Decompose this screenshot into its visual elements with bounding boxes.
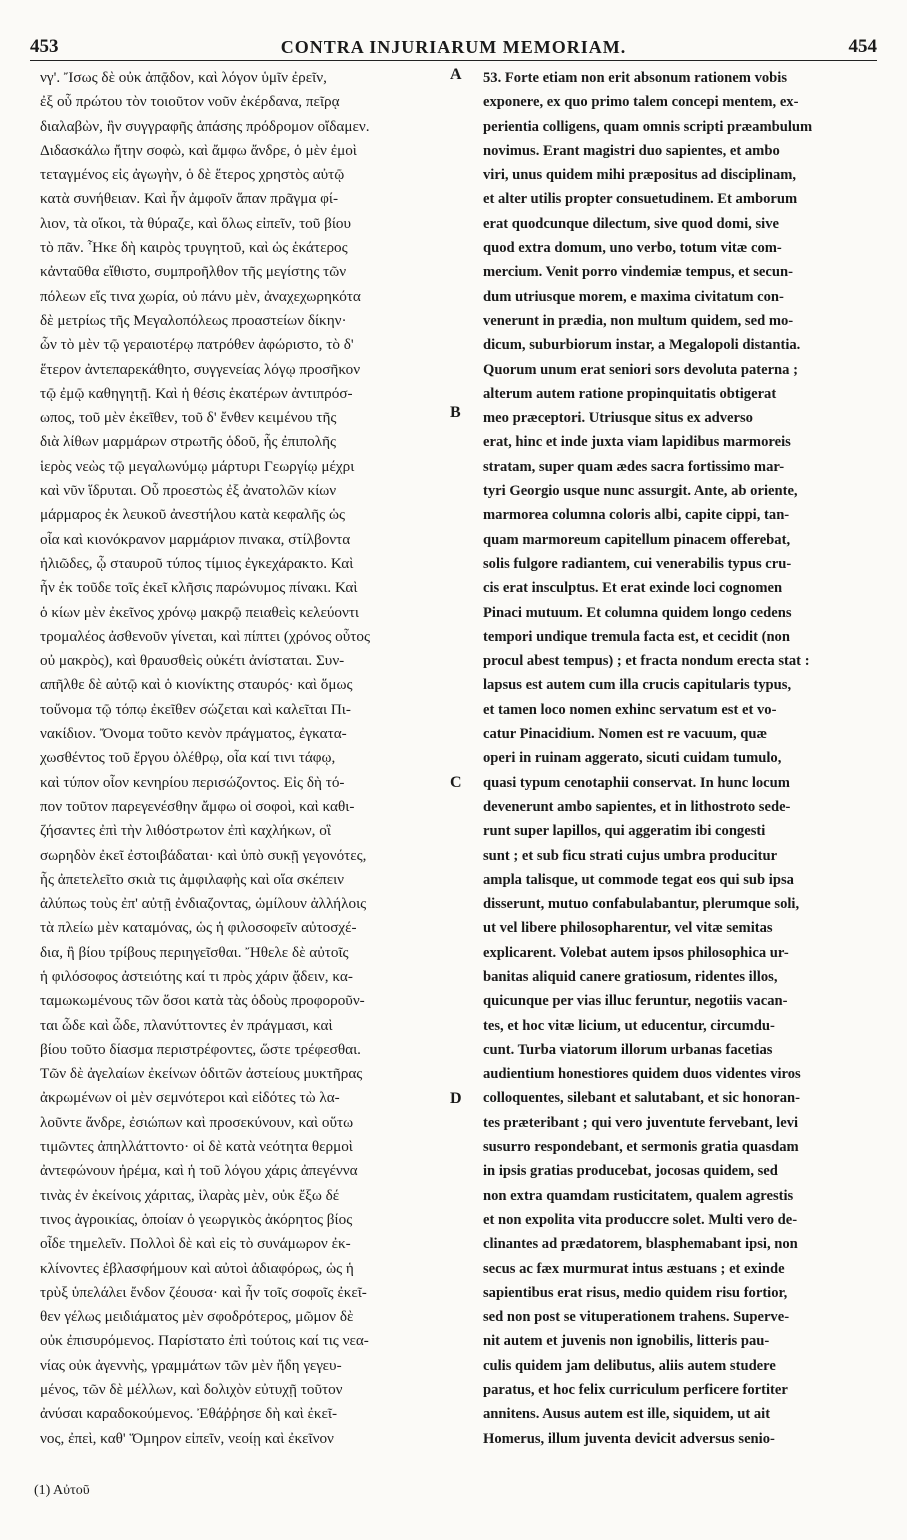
page-header xyxy=(30,34,877,61)
section-marker-c: C xyxy=(450,774,462,791)
right-page-number: 454 xyxy=(848,36,877,57)
section-marker-b: B xyxy=(450,404,461,421)
text-columns xyxy=(30,66,877,1462)
running-title: CONTRA INJURIARUM MEMORIAM. xyxy=(280,37,627,57)
section-marker-a: A xyxy=(450,66,462,83)
section-marker-d: D xyxy=(450,1090,462,1107)
latin-column: 53. Forte etiam non erit absonum rationem vobis exponere, ex quo primo talem concepi mentem, ex- perientia colligens, quam omnis scripti præambulum novimus. Erant magistri duo sapientes, et ambo viri, unus quidem mihi præpositus ad disciplinam, et alter utilis propter consuetudinem. Et amborum erat quodcunque dilectum, sive quod domi, sive quod extra domum, uno verbo, totum vitæ com- mercium. Venit porro vindemiæ tempus, et secun- dum utriusque morem, e maxima civitatum con- venerunt in prædia, non multum quidem, sed mo- dicum, suburbiorum instar, a Megalopoli distantia. Quorum unum erat seniori sors devoluta paterna ; alterum autem ratione propinquitatis obtigerat meo præceptori. Utriusque situs ex adverso erat, hinc et inde juxta viam lapidibus marmoreis stratam, super quam ædes sacra fortissimo mar- tyri Georgio usque nunc assurgit. Ante, ab oriente, marmorea columna coloris albi, capite cippi, tan- quam marmoreum capitellum pinacem offerebat, solis fulgore radiantem, cui venerabilis typus cru- cis erat insculptus. Et erat exinde loci cognomen Pinaci mutuum. Et columna quidem longo cedens tempori undique tremula facta est, et cecidit (non procul abest tempus) ; et fracta nondum erecta stat : lapsus est autem cum illa crucis capitularis typus, et tamen loco nomen exhinc servatum est et vo- catur Pinacidium. Nomen est re vacuum, quæ operi in ruinam aggerato, sicuti cuidam tumulo, quasi typum cenotaphii conservat. In hunc locum devenerunt ambo sapientes, et in lithostroto sede- runt super lapillos, qui aggeratim ibi congesti sunt ; et sub ficu strati cujus umbra producitur ampla talisque, ut commode tegat eos qui sub ipsa disserunt, mutuo confabulabantur, plerumque soli, ut vel libere philosopharentur, vel vitæ semitas explicarent. Volebat autem ipsos philosophica ur- banitas aliquid canere gratiosum, ridentes illos, quicunque per vias illuc feruntur, negotiis vacan- tes, et hoc vitæ licium, ut educentur, circumdu- cunt. Turba viatorum illorum urbanas facetias audientium honestiores quidem duos videntes viros colloquentes, silebant et salutabant, et sic honoran- tes præteribant ; qui vero juventute fervebant, levi susurro respondebant, et sermonis gratia quasdam in ipsis gratias producebat, jocosas quidem, sed non extra quamdam rusticitatem, qualem agrestis et non expolita vita produccre solet. Multi vero de- clinantes ad prædatorem, blasphemabant ipsi, non secus ac fæx murmurat intus æstuans ; et exinde sapientibus erat risus, medio quidem risu fortior, sed non post se vituperationem trahens. Superve- nit autem et juvenis non ignobilis, litteris pau- culis quidem jam delibutus, aliis autem studere paratus, et hoc felix curriculum perficere fortiter annitens. Ausus autem est ille, siquidem, ut ait Homerus, illum juventa devicit adversus senio- xyxy=(483,70,813,1447)
left-page-number: 453 xyxy=(30,36,59,57)
footnote: (1) Αὐτοῦ xyxy=(34,1483,90,1498)
greek-column: νγ'. Ἴσως δὲ οὐκ ἀπᾷδον, καὶ λόγον ὑμῖν ἐρεῖν, ἐξ οὗ πρώτου τὸν τοιοῦτον νοῦν ἐκέρδανα, πεῖρᾳ διαλαβὼν, ἣν συγγραφῆς ἁπάσης πρόδρομον οἴδαμεν. Διδασκάλω ἤτην σοφὼ, καὶ ἄμφω ἄνδρε, ὁ μὲν ἐμοὶ τεταγμένος εἰς ἀγωγὴν, ὁ δὲ ἕτερος χρηστὸς αὐτῷ κατὰ συνήθειαν. Καὶ ἦν ἀμφοῖν ἅπαν πρᾶγμα φί- λιον, τὰ οἴκοι, τὰ θύραζε, καὶ ὅλως εἰπεῖν, τοῦ βίου τὸ πᾶν. Ἧκε δὴ καιρὸς τρυγητοῦ, καὶ ὡς ἑκάτερος κἀνταῦθα εἴθιστο, συμπροῆλθον τῆς μεγίστης τῶν πόλεων εἴς τινα χωρία, οὐ πάνυ μὲν, ἀναχεχωρηκότα δὲ μετρίως τῆς Μεγαλοπόλεως προαστείων δίκην· ὧν τὸ μὲν τῷ γεραιοτέρῳ πατρόθεν ἀφώριστο, τὸ δ' ἕτερον ἀντεπαρεκάθητο, συγγενείας λόγῳ προσῆκον τῷ ἐμῷ καθηγητῇ. Καὶ ἡ θέσις ἑκατέρων ἀντιπρόσ- ωπος, τοῦ μὲν ἐκεῖθεν, τοῦ δ' ἔνθεν κειμένου τῆς διὰ λίθων μαρμάρων στρωτῆς ὁδοῦ, ἧς ἐπιπολῆς ἱερὸς νεὼς τῷ μεγαλωνύμῳ μάρτυρι Γεωργίῳ μέχρι καὶ νῦν ἵδρυται. Οὗ προεστὼς ἐξ ἀνατολῶν κίων μάρμαρος ἐκ λευκοῦ ἀνεστήλου κατὰ κεφαλῆς ὡς οἷα καὶ κιονόκρανον μαρμάριον πινακα, στίλβοντα ἡλιῶδες, ᾧ σταυροῦ τύπος τίμιος ἐγκεχάρακτο. Καὶ ἦν ἐκ τοῦδε τοῖς ἐκεῖ κλῆσις παρώνυμος πίνακι. Καὶ ὁ κίων μὲν ἐκεῖνος χρόνῳ μακρῷ πειαθεὶς κελεύοντι τρομαλέος ἀσθενοῦν γίνεται, καὶ πίπτει (χρόνος οὗτος οὐ μακρὸς), καὶ θραυσθεὶς οὐκέτι ἀνίσταται. Συν- απῆλθε δὲ αὐτῷ καὶ ὁ κιονίκτης σταυρός· καὶ ὅμως τοὔνομα τῷ τόπῳ ἐκεῖθεν σώζεται καὶ καλεῖται Πι- νακίδιον. Ὄνομα τοῦτο κενὸν πράγματος, ἐγκατα- χωσθέντος τοῦ ἔργου ὀλέθρῳ, οἷα καί τινι τάφῳ, καὶ τύπον οἷον κενηρίου περισώζοντος. Εἰς δὴ τό- πον τοῦτον παρεγενέσθην ἄμφω οἱ σοφοὶ, καὶ καθι- ζήσαντες ἐπὶ τὴν λιθόστρωτον ἐπὶ καχλήκων, οἳ σωρηδὸν ἐκεῖ ἐστοιβάδαται· καὶ ὑπὸ συκῇ γεγονότες, ἧς ἀπετελεῖτο σκιὰ τις ἀμφιλαφὴς καὶ οἵα σκέπειν ἀλύπως τοὺς ἐπ' αὐτῇ ἐνδιαζοντας, ὡμίλουν ἀλλήλοις τὰ πλείω μὲν καταμόνας, ὡς ἡ φιλοσοφεῖν αὐτοσχέ- δια, ἢ βίου τρίβους περιηγεῖσθαι. Ἤθελε δὲ αὐτοῖς ἡ φιλόσοφος ἀστειότης καί τι πρὸς χάριν ᾄδειν, κα- ταμωκωμένους τῶν ὅσοι κατὰ τὰς ὁδοὺς προφοροῦν- ται ὧδε καὶ ὧδε, πλανύττοντες ἐν πράγμασι, καὶ βίου τοῦτο δίασμα περιστρέφοντες, ὥστε τρέφεσθαι. Τῶν δὲ ἀγελαίων ἐκείνων ὁδιτῶν ἀστείους μυκτῆρας ἀκρωμένων οἱ μὲν σεμνότεροι καὶ εἰδότες τὼ λα- λοῦντε ἄνδρε, ἐσιώπων καὶ προσεκύνουν, καὶ οὕτω τιμῶντες ἀπηλλάττοντο· οἱ δὲ κατὰ νεότητα θερμοὶ ἀντεφώνουν ἠρέμα, καὶ ἡ τοῦ λόγου χάρις ἀπεγέννα τινὰς ἐν ἐκείνοις χάριτας, ἱλαρὰς μὲν, οὐκ ἔξω δέ τινος ἀγροικίας, ὁποίαν ὁ γεωργικὸς ἀκόρητος βίος οἶδε τημελεῖν. Πολλοὶ δὲ καὶ εἰς τὸ συνάμωρον ἐκ- κλίνοντες ἐβλασφήμουν καὶ αὐτοὶ ἀδιαφόρως, ὡς ἡ τρὺξ ὑπελάλει ἔνδον ζέουσα· καὶ ἦν τοῖς σοφοῖς ἐκεῖ- θεν γέλως μειδιάματος μὲν σφοδρότερος, μῶμον δὲ οὐκ ἐπισυρόμενος. Παρίστατο ἐπὶ τούτοις καί τις νεα- νίας οὐκ ἀγεννὴς, γραμμάτων τῶν μὲν ἤδη γεγευ- μένος, τῶν δὲ μέλλων, καὶ δολιχὸν εὐτυχῇ τοῦτον ἀνύσαι καραδοκούμενος. Ἐθάῤῥησε δὴ καὶ ἐκεῖ- νος, ἐπεὶ, καθ' Ὅμηρον εἰπεῖν, νεοίῃ καὶ ἐκεῖνον xyxy=(40,69,370,1447)
